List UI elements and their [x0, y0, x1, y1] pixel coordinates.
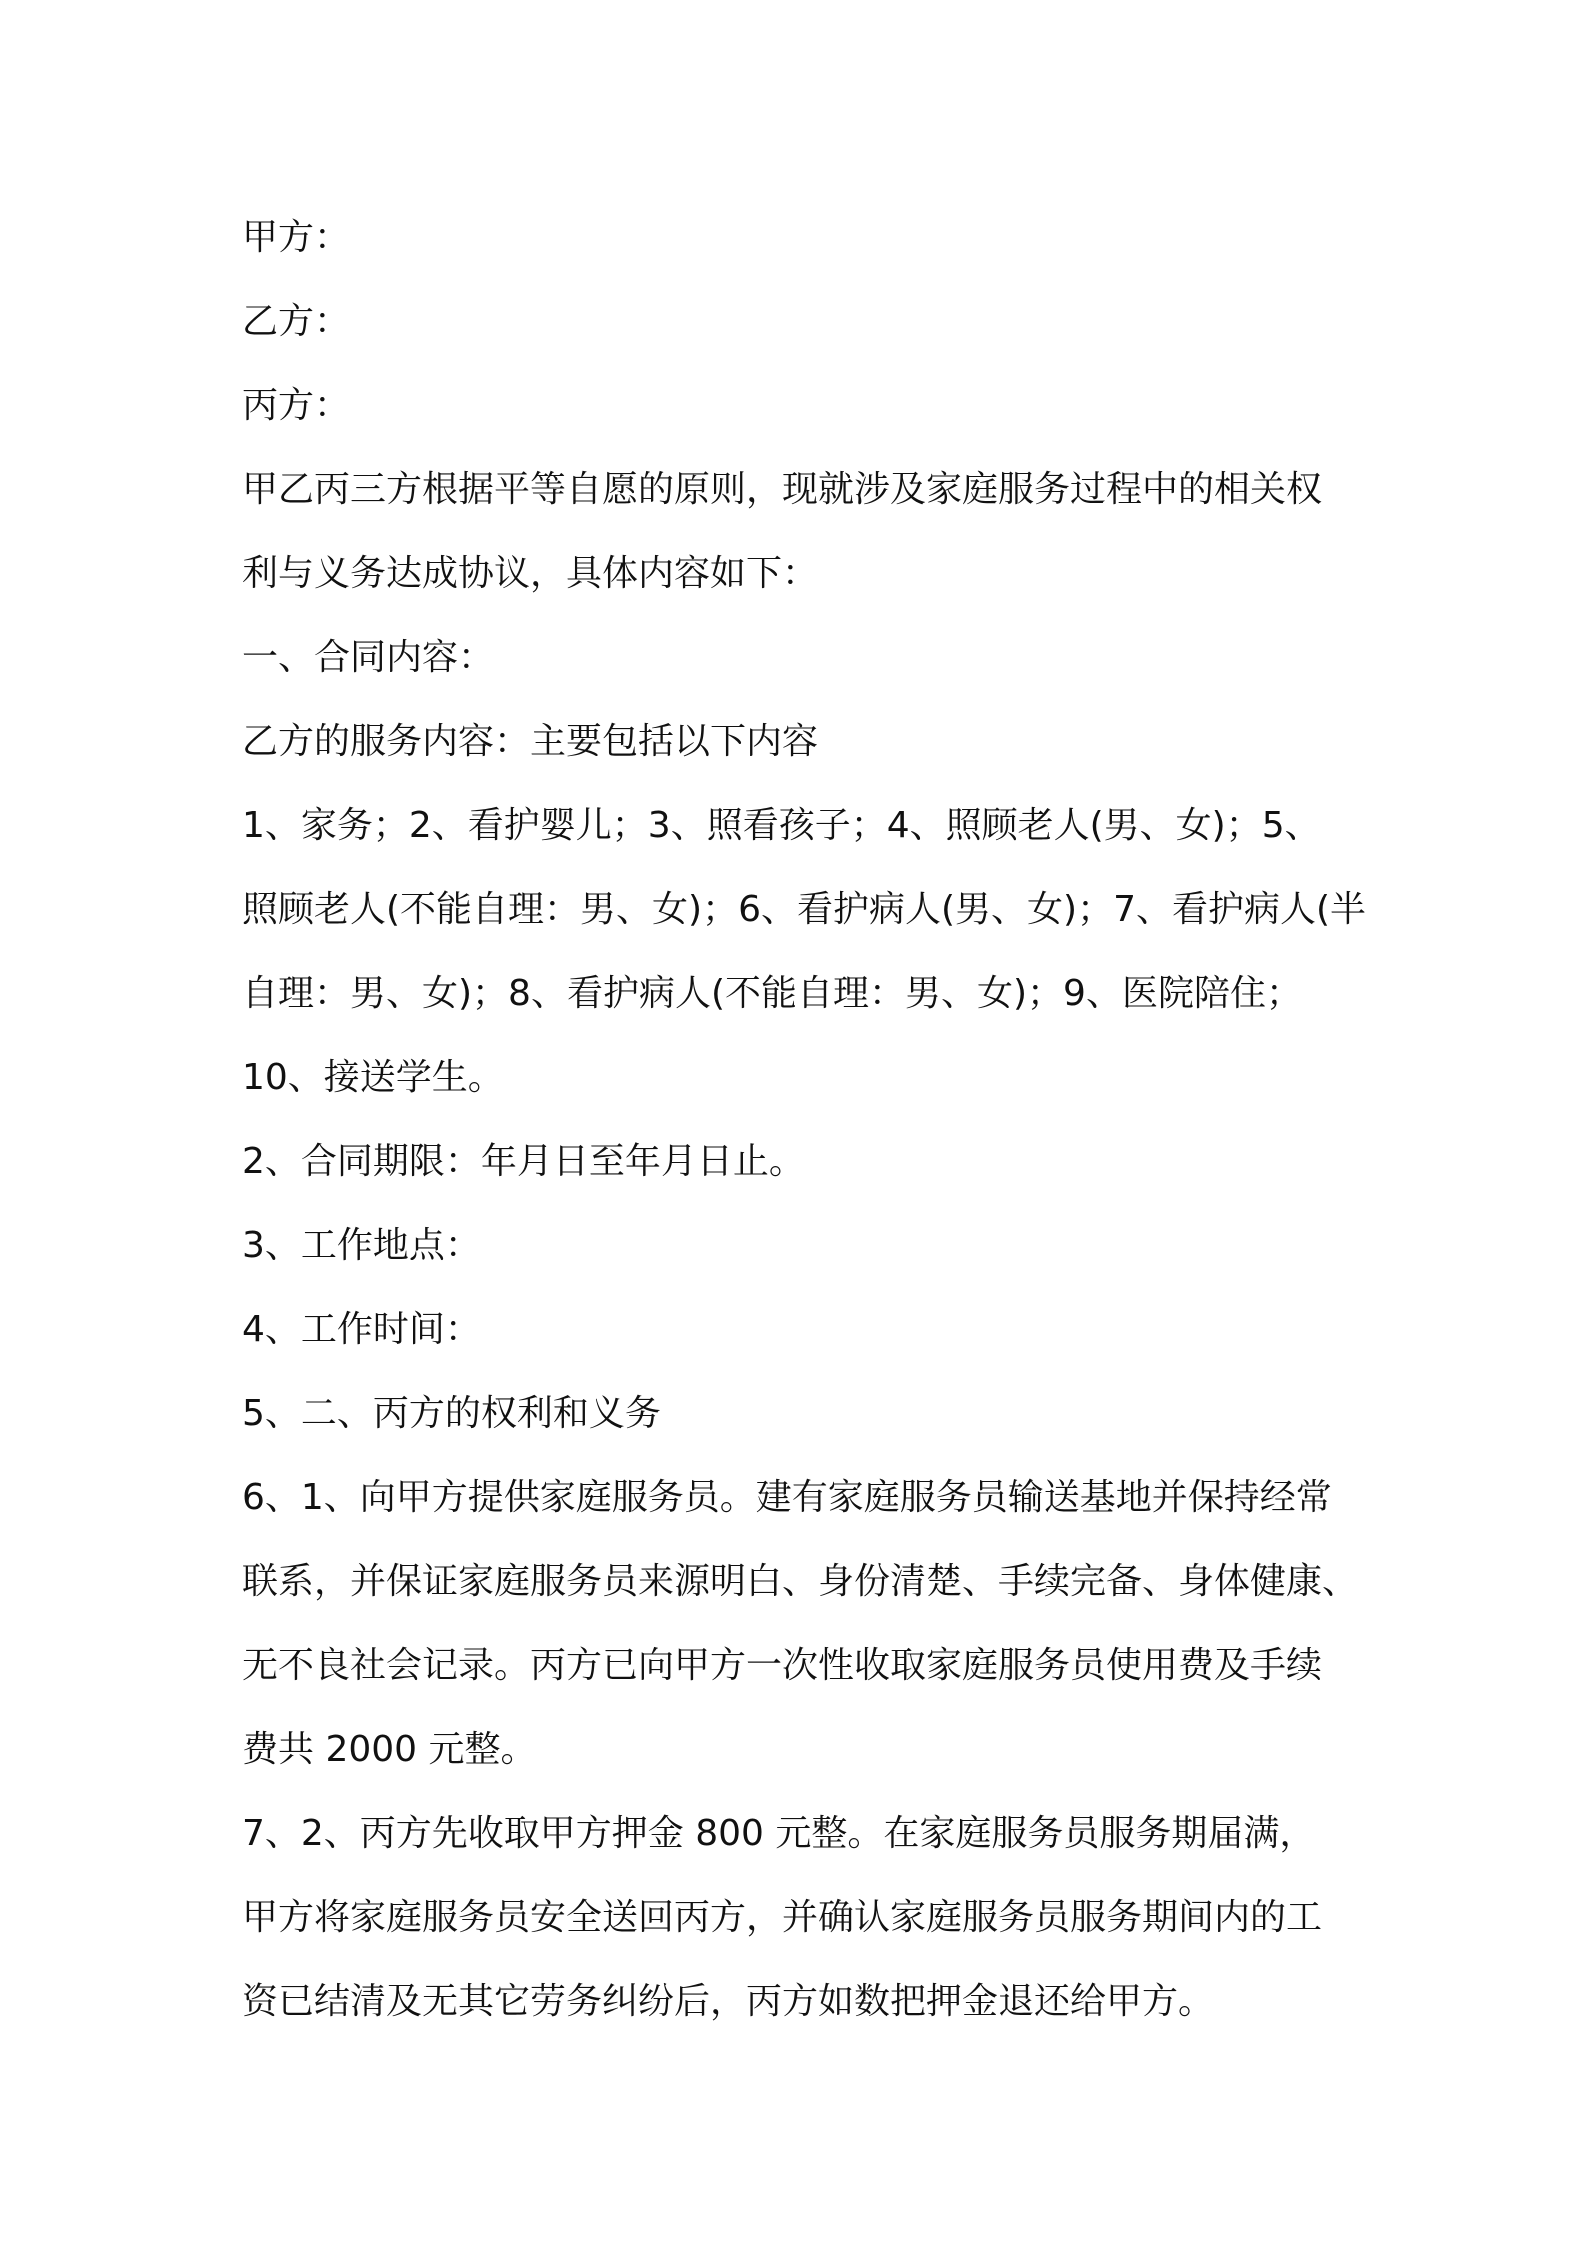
section-party-c-rights-heading: 5、二、丙方的权利和义务	[242, 1393, 661, 1434]
clause-6-line-2: 联系，并保证家庭服务员来源明白、身份清楚、手续完备、身体健康、	[242, 1561, 1359, 1602]
service-list-line-1: 1、家务；2、看护婴儿；3、照看孩子；4、照顾老人(男、女)；5、	[242, 805, 1321, 846]
clause-6-line-4: 费共 2000 元整。	[242, 1729, 537, 1770]
party-c-line: 丙方：	[242, 385, 351, 426]
preamble-line-2: 利与义务达成协议，具体内容如下：	[242, 553, 819, 594]
clause-7-line-3: 资已结清及无其它劳务纠纷后，丙方如数把押金退还给甲方。	[242, 1981, 1215, 2022]
party-b-line: 乙方：	[242, 301, 351, 342]
contract-body	[242, 196, 1367, 2044]
service-list-line-4: 10、接送学生。	[242, 1057, 504, 1098]
section-contract-content-heading: 一、合同内容：	[242, 637, 495, 678]
work-location-line: 3、工作地点：	[242, 1225, 481, 1266]
clause-6-line-1: 6、1、向甲方提供家庭服务员。建有家庭服务员输送基地并保持经常	[242, 1477, 1332, 1518]
clause-7-line-1: 7、2、丙方先收取甲方押金 800 元整。在家庭服务员服务期届满，	[242, 1813, 1316, 1854]
clause-6-line-3: 无不良社会记录。丙方已向甲方一次性收取家庭服务员使用费及手续	[242, 1645, 1323, 1686]
party-a-line: 甲方：	[242, 217, 351, 258]
clause-7-line-2: 甲方将家庭服务员安全送回丙方，并确认家庭服务员服务期间内的工	[242, 1897, 1323, 1938]
service-content-intro: 乙方的服务内容：主要包括以下内容	[242, 721, 819, 762]
service-list-line-3: 自理：男、女)；8、看护病人(不能自理：男、女)；9、医院陪住；	[242, 973, 1302, 1014]
service-list-line-2: 照顾老人(不能自理：男、女)；6、看护病人(男、女)；7、看护病人(半	[242, 889, 1367, 930]
preamble-line-1: 甲乙丙三方根据平等自愿的原则，现就涉及家庭服务过程中的相关权	[242, 469, 1323, 510]
contract-term-line: 2、合同期限：年月日至年月日止。	[242, 1141, 805, 1182]
work-hours-line: 4、工作时间：	[242, 1309, 481, 1350]
